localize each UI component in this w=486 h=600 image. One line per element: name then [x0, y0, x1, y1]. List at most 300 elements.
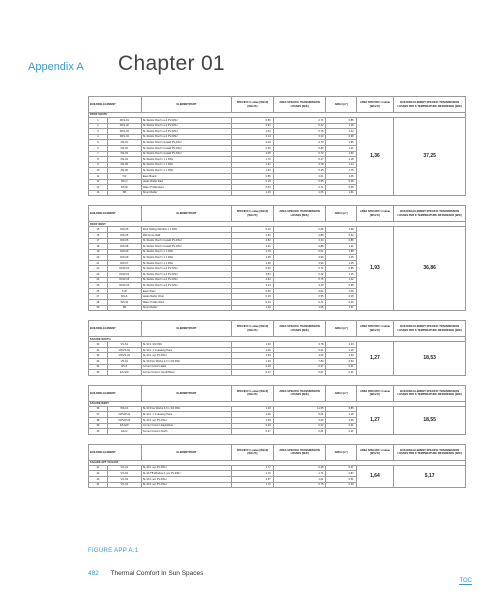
table-cell: 0,55 [273, 294, 326, 300]
table-cell: 26 [89, 288, 108, 294]
table-cell: SL Skolos Roof 1 1 1 DSU [141, 249, 231, 255]
table-cell: VWVW-01 [107, 412, 141, 418]
table-cell: 0,21 [326, 423, 356, 429]
table-cell: 0,37 [273, 364, 326, 370]
table-cell: SL Skolos Roof 1 1 1 DSU [141, 168, 231, 174]
table-cell: 0,15 [232, 179, 273, 185]
table-cell: 0,21 [326, 370, 356, 376]
table-cell: Corner Column North [141, 429, 231, 435]
table-cell: 2,00 [232, 140, 273, 146]
table-cell: 1,61 [326, 190, 356, 196]
table-cell: 1,05 [326, 173, 356, 179]
table-cell: 5 [89, 140, 108, 146]
table-cell: DKS-04 [107, 134, 141, 140]
table-cell: 1,05 [273, 190, 326, 196]
table-cell: 1,06 [232, 347, 273, 353]
table-cell: DW-09 [107, 249, 141, 255]
table-cell: 0,09 [326, 300, 356, 306]
page-footer [88, 570, 203, 577]
table-cell: 0,21 [326, 364, 356, 370]
table-cell: DW-05 [107, 232, 141, 238]
table-cell: 2,50 [326, 353, 356, 359]
table-cell: 0,08 [326, 294, 356, 300]
table-cell: SL 90 1 1 1 Heating Pane [141, 347, 231, 353]
column-header: BUILDING ELEMENT SPECIFIC TRANSMISSION LOSSES PER K TEMPERATURE DIFFERENCE [W/K] [394, 321, 466, 337]
table-cell: 19 [89, 249, 108, 255]
table-cell: 35 [89, 370, 108, 376]
column-header: AREA SPECIFIC TRANSMISSION LOSSES [W/K] [273, 385, 326, 401]
table-cell: 25 [89, 283, 108, 289]
table-cell: DS-03 [107, 151, 141, 157]
table-header-row [89, 206, 466, 222]
area-specific-u-value: 1,36 [356, 118, 394, 196]
column-header: AREA SPECIFIC TRANSMISSION LOSSES [W/K] [273, 97, 326, 113]
table-cell: 1,71 [232, 482, 273, 488]
table-cell: 5,01 [273, 347, 326, 353]
table-cell: 4,60 [273, 353, 326, 359]
table-cell: DKW-03 [107, 277, 141, 283]
table-cell: 1,05 [326, 255, 356, 261]
table-cell: 0,12 [232, 227, 273, 233]
column-header: SPECIFIC U-value [W/m2] [W/m²K] [232, 321, 273, 337]
table-cell: DW-06 [107, 238, 141, 244]
table-cell: SL 90 1 a-b PV-DSU [141, 353, 231, 359]
table-cell: 15 [89, 227, 108, 233]
table-cell: 14 [89, 190, 108, 196]
table-cell: 3 [89, 129, 108, 135]
table-cell: 0,85 [326, 118, 356, 124]
table-cell: 0,85 [232, 173, 273, 179]
table-cell: VO-01 [107, 465, 141, 471]
area-specific-u-value: 1,27 [356, 406, 394, 434]
table-cell: 36 [89, 406, 108, 412]
table-cell: VWVW-04 [107, 417, 141, 423]
table-cell: RS-A [107, 294, 141, 300]
table-cell: 4 [89, 134, 108, 140]
table-cell: SL Skolos Roof 1 Gstadt PV-DSU [141, 151, 231, 157]
table-cell: Corner Column East [141, 364, 231, 370]
column-header: ELEMENT/PART [141, 97, 231, 113]
table-cell: DS-04 [107, 157, 141, 163]
table-cell: 41 [89, 465, 108, 471]
transmission-loss-per-k: 36,86 [394, 227, 466, 311]
table-cell: 3,90 [273, 255, 326, 261]
element-table [88, 385, 466, 435]
table-cell: 0,85 [326, 266, 356, 272]
table-cell: 1,42 [326, 129, 356, 135]
table-cell: 1,57 [232, 476, 273, 482]
table-cell: SL 90 1 1 1 Heating Pane [141, 412, 231, 418]
table-cell: ES-SW [107, 370, 141, 376]
table-cell: 1,56 [232, 417, 273, 423]
table-cell: SL Skolos Roof 1 a-b PV-DSU [141, 134, 231, 140]
section-label: FACADE APT TO EAST [89, 460, 466, 465]
table-cell: 29 [89, 305, 108, 311]
table-cell: 1,56 [326, 151, 356, 157]
table-cell: 1,66 [232, 232, 273, 238]
table-cell: 5,15 [273, 168, 326, 174]
table-cell: RS-O [107, 179, 141, 185]
table-cell: Mid Dome Wall [141, 232, 231, 238]
table-cell: SL Skolos Roof 1 1 1 DSU [141, 162, 231, 168]
column-header: AREA SPECIFIC U-value [W/m²K] [356, 385, 394, 401]
table-cell: 6,88 [273, 244, 326, 250]
table-cell: 5,75 [273, 277, 326, 283]
chapter-title: Chapter 01 [118, 52, 225, 75]
column-header: BUILDING ELEMENT [89, 385, 142, 401]
table-cell: 1,18 [326, 123, 356, 129]
table-cell: DW-08 [107, 244, 141, 250]
table-cell: 1,62 [232, 168, 273, 174]
column-header: ELEMENT/PART [141, 385, 231, 401]
table-cell: VO-02 [107, 471, 141, 477]
area-specific-u-value: 1,93 [356, 227, 394, 311]
column-header: ELEMENT/PART [141, 444, 231, 460]
column-header: AREA SPECIFIC U-value [W/m²K] [356, 321, 394, 337]
table-cell: SL Skolos Roof 1 1 1 DSU [141, 260, 231, 266]
table-header-row [89, 97, 466, 113]
column-header: AREA SPECIFIC U-value [W/m²K] [356, 97, 394, 113]
table-cell: 30 [89, 342, 108, 348]
element-table [88, 444, 466, 488]
table-cell: SL 90 1 a-b PV-DSU [141, 476, 231, 482]
table-cell: 1,66 [232, 353, 273, 359]
table-cell: 3,13 [273, 283, 326, 289]
table-cell: 1,05 [326, 260, 356, 266]
column-header: AREA [m²] [326, 385, 356, 401]
table-cell: 1,68 [232, 255, 273, 261]
table-cell: ES-0 [107, 364, 141, 370]
table-cell: 37 [89, 412, 108, 418]
table-cell: 0,98 [326, 283, 356, 289]
table-cell: DKW-04 [107, 283, 141, 289]
table-cell: 18 [89, 244, 108, 250]
table-cell: 2,91 [232, 123, 273, 129]
column-header: AREA [m²] [326, 97, 356, 113]
table-cell: 4,60 [273, 417, 326, 423]
table-cell: 2,88 [273, 232, 326, 238]
table-cell: ES-EW [107, 423, 141, 429]
table-cell: VS-S1 [107, 342, 141, 348]
table-cell: 5,17 [273, 157, 326, 163]
table-cell: SL Skolos Roof 1 a-b PV-DSU [141, 277, 231, 283]
transmission-loss-per-k: 5,17 [394, 465, 466, 487]
column-header: BUILDING ELEMENT [89, 321, 142, 337]
table-cell: 17 [89, 238, 108, 244]
table-cell: Eave Board [141, 173, 231, 179]
transmission-loss-tables [88, 96, 466, 497]
table-cell: 0,75 [273, 482, 326, 488]
table-cell: SL Skolos Roof 1 a-b PV-DSU [141, 283, 231, 289]
table-cell: 1,05 [326, 288, 356, 294]
table-cell: 11 [89, 173, 108, 179]
table-cell: 2,18 [326, 347, 356, 353]
table-cell: DS-01 [107, 140, 141, 146]
table-cell: SL Skolos Roof 1 1 1 DSU [141, 157, 231, 163]
table-cell: 0,00 [232, 423, 273, 429]
table-cell: DKS-01 [107, 118, 141, 124]
table-cell: 1,58 [326, 227, 356, 233]
table-cell: SL Skolos Roof 1 Gstadt PV-DSU [141, 244, 231, 250]
table-cell: 0,86 [326, 238, 356, 244]
column-header: AREA SPECIFIC TRANSMISSION LOSSES [W/K] [273, 444, 326, 460]
table-cell: 1,18 [326, 157, 356, 163]
table-cell: 0,00 [232, 288, 273, 294]
table-cell: 1,75 [326, 168, 356, 174]
table-cell: 0,47 [326, 465, 356, 471]
table-cell: SL 90 1 a-b PV-DSU [141, 482, 231, 488]
element-table [88, 96, 466, 196]
table-cell: 1,20 [232, 406, 273, 412]
table-cell: 7 [89, 151, 108, 157]
table-cell: 1,42 [326, 277, 356, 283]
table-cell: 1,61 [273, 476, 326, 482]
element-table [88, 320, 466, 376]
table-cell: Eave Steel [141, 288, 231, 294]
section-label: FACADE SOUTH [89, 337, 466, 342]
table-cell: DKS-02 [107, 123, 141, 129]
table-cell: DW-05 [107, 227, 141, 233]
table-cell: VO-04 [107, 482, 141, 488]
table-cell: T-W [107, 288, 141, 294]
table-cell: 5,01 [273, 412, 326, 418]
table-cell: 1,15 [326, 272, 356, 278]
table-cell: 16 [89, 232, 108, 238]
column-header: AREA [m²] [326, 321, 356, 337]
table-cell: DS-05 [107, 162, 141, 168]
table-cell: 42 [89, 471, 108, 477]
table-cell: 0,86 [232, 118, 273, 124]
table-cell: 44 [89, 482, 108, 488]
table-cell: 2,05 [232, 151, 273, 157]
table-cell: 1,70 [232, 157, 273, 163]
table-cell: 9 [89, 162, 108, 168]
table-cell: 0,87 [326, 471, 356, 477]
column-header: SPECIFIC U-value [W/m2] [W/m²K] [232, 385, 273, 401]
column-header: BUILDING ELEMENT SPECIFIC TRANSMISSION LOSSES PER K TEMPERATURE DIFFERENCE [W/K] [394, 206, 466, 222]
table-cell: 1,91 [232, 162, 273, 168]
table-cell: SL Skolos Roof 1 Gstadt PV-DSU [141, 140, 231, 146]
table-cell: SB [107, 305, 141, 311]
table-cell: VWVS-01 [107, 347, 141, 353]
table-cell: SL 90 TB Window 1 a-b PV-DSU [141, 471, 231, 477]
column-header: BUILDING ELEMENT [89, 444, 142, 460]
table-cell: 0,23 [232, 300, 273, 306]
table-cell: 1,41 [326, 244, 356, 250]
table-cell: 0,15 [232, 294, 273, 300]
table-cell: Water Profile West [141, 300, 231, 306]
table-cell: 2,81 [232, 272, 273, 278]
table-cell: 40 [89, 429, 108, 435]
table-cell: 2,71 [273, 118, 326, 124]
column-header: AREA SPECIFIC TRANSMISSION LOSSES [W/K] [273, 321, 326, 337]
column-header: AREA [m²] [326, 206, 356, 222]
table-cell: 2,56 [326, 417, 356, 423]
table-cell: 1,79 [232, 471, 273, 477]
table-cell: SL 90 1 a-b PV-DSU [141, 465, 231, 471]
table-cell: 1,71 [273, 471, 326, 477]
table-cell: Roof Sliding Window 1 1 DSU [141, 227, 231, 233]
table-cell: 3,78 [273, 342, 326, 348]
table-cell: SL 90 1 3/4 DSU [141, 342, 231, 348]
table-header-row [89, 385, 466, 401]
section-label: FACADE WEST [89, 401, 466, 406]
column-header: BUILDING ELEMENT SPECIFIC TRANSMISSION LOSSES PER K TEMPERATURE DIFFERENCE [W/K] [394, 444, 466, 460]
column-header: SPECIFIC U-value [W/m2] [W/m²K] [232, 206, 273, 222]
table-cell: 6,85 [326, 406, 356, 412]
table-cell: 1,46 [232, 190, 273, 196]
table-cell: 32 [89, 353, 108, 359]
table-cell: DKS-03 [107, 129, 141, 135]
table-cell: WS-01 [107, 406, 141, 412]
table-cell: 0,61 [273, 429, 326, 435]
table-cell: Heats Rafter West [141, 294, 231, 300]
table-cell: T-R [107, 173, 141, 179]
table-cell: 3,01 [273, 288, 326, 294]
table-cell: 2,18 [326, 412, 356, 418]
appendix-label: Appendix A [28, 61, 84, 73]
table-cell: 6,42 [273, 272, 326, 278]
table-cell: 1,76 [232, 249, 273, 255]
table-cell: DKW-01 [107, 266, 141, 272]
table-cell: 2,64 [232, 277, 273, 283]
table-cell: 6,80 [273, 145, 326, 151]
table-cell: 1 [89, 118, 108, 124]
table-cell: 1,20 [232, 359, 273, 365]
table-cell: 0,03 [232, 185, 273, 191]
page-number: 482 [88, 570, 99, 577]
table-cell: 5,75 [273, 129, 326, 135]
table-cell: 0,48 [273, 465, 326, 471]
page-header [28, 52, 468, 82]
section-label: ROOF SOUTH [89, 113, 466, 118]
element-table [88, 205, 466, 311]
transmission-loss-per-k: 37,25 [394, 118, 466, 196]
column-header: AREA SPECIFIC U-value [W/m²K] [356, 206, 394, 222]
table-header-row [89, 444, 466, 460]
table-cell: 1,77 [232, 465, 273, 471]
table-cell: SL Skolos Roof 1 Gstadt PV-DSU [141, 238, 231, 244]
table-cell: DS-02 [107, 145, 141, 151]
table-cell: 7,80 [273, 359, 326, 365]
table-cell: 2,64 [232, 129, 273, 135]
table-cell: 21 [89, 260, 108, 266]
figure-caption: FIGURE APP A.1 [88, 548, 139, 554]
table-cell: SL 90 Fixe Works 4-6 1 3/4 DSU [141, 406, 231, 412]
table-cell: 24 [89, 277, 108, 283]
table-cell: 3,13 [273, 134, 326, 140]
transmission-loss-per-k: 18,55 [394, 406, 466, 434]
table-cell: 3,14 [232, 283, 273, 289]
table-cell: 27 [89, 294, 108, 300]
table-cell: VWVS-04 [107, 353, 141, 359]
book-title: Thermal Comfort In Sun Spaces [110, 570, 204, 577]
table-cell: 2 [89, 123, 108, 129]
table-cell: VO-03 [107, 476, 141, 482]
table-cell: 3,14 [232, 134, 273, 140]
table-cell: VS-01 [107, 359, 141, 365]
column-header: ELEMENT/PART [141, 206, 231, 222]
table-cell: 0,98 [326, 134, 356, 140]
table-cell: 1,21 [326, 145, 356, 151]
table-cell: 0,55 [273, 179, 326, 185]
table-cell: 1,06 [232, 412, 273, 418]
table-cell: 0,27 [232, 429, 273, 435]
table-cell: Water Profile East [141, 185, 231, 191]
table-cell: 1,61 [326, 305, 356, 311]
table-cell: DW-07 [107, 260, 141, 266]
column-header: BUILDING ELEMENT SPECIFIC TRANSMISSION LOSSES PER K TEMPERATURE DIFFERENCE [W/K] [394, 97, 466, 113]
table-cell: 1,88 [326, 249, 356, 255]
table-cell: Struct Rafter [141, 305, 231, 311]
table-cell: 34 [89, 364, 108, 370]
table-cell: 0,49 [326, 482, 356, 488]
table-cell: 38 [89, 417, 108, 423]
table-cell: SL Skolos Roof 1 a-b PV-DSU [141, 129, 231, 135]
table-cell: 6,01 [273, 249, 326, 255]
table-cell: 3,78 [273, 162, 326, 168]
table-cell: 6,42 [273, 123, 326, 129]
area-specific-u-value: 1,64 [356, 465, 394, 487]
table-cell: 1,85 [326, 140, 356, 146]
table-cell: Struct Rafter [141, 190, 231, 196]
table-cell: 1,46 [232, 305, 273, 311]
table-cell: DKW-02 [107, 272, 141, 278]
table-cell: 0,22 [326, 232, 356, 238]
table-cell: 33 [89, 359, 108, 365]
table-cell: 43 [89, 476, 108, 482]
table-cell: WS-W [107, 300, 141, 306]
table-cell: SL Skolos Roof 1 1 1 DSU [141, 255, 231, 261]
table-cell: 2,71 [273, 266, 326, 272]
column-header: AREA SPECIFIC U-value [W/m²K] [356, 444, 394, 460]
table-cell: SL Skolos Roof 1 a-b PV-DSU [141, 118, 231, 124]
table-cell: 0,21 [326, 429, 356, 435]
column-header: BUILDING ELEMENT [89, 97, 142, 113]
column-header: SPECIFIC U-value [W/m2] [W/m²K] [232, 444, 273, 460]
table-cell: 1,05 [273, 305, 326, 311]
table-cell: 13 [89, 185, 108, 191]
table-cell: 1,00 [232, 342, 273, 348]
table-cell: SL Skolos Roof 1 Gstadt PV-DSU [141, 145, 231, 151]
table-cell: 10 [89, 168, 108, 174]
table-header-row [89, 321, 466, 337]
table-cell: 0,71 [273, 185, 326, 191]
table-cell: SL 90 1 a-b PV-DSU [141, 417, 231, 423]
table-cell: ES-N [107, 429, 141, 435]
table-cell: SL Skolos Roof 1 a-b PV-DSU [141, 266, 231, 272]
table-cell: 0,00 [232, 364, 273, 370]
table-cell: 3,01 [273, 173, 326, 179]
table-cell: RS-W [107, 185, 141, 191]
table-cell: SB [107, 190, 141, 196]
column-header: BUILDING ELEMENT [89, 206, 142, 222]
table-cell: SL Skolos Roof 1 a-b PV-DSU [141, 123, 231, 129]
table-cell: 0,71 [273, 300, 326, 306]
table-cell: 0,61 [273, 370, 326, 376]
toc-link[interactable]: TOC [459, 578, 472, 584]
section-label: ROOF WEST [89, 222, 466, 227]
table-cell: DW-09 [107, 255, 141, 261]
table-cell: 0,09 [326, 185, 356, 191]
table-cell: Heats Rafter East [141, 179, 231, 185]
column-header: ELEMENT/PART [141, 321, 231, 337]
table-cell: 6 [89, 145, 108, 151]
column-header: AREA SPECIFIC TRANSMISSION LOSSES [W/K] [273, 206, 326, 222]
table-cell: 22 [89, 266, 108, 272]
table-cell: DS-06 [107, 168, 141, 174]
table-cell: 11,65 [273, 406, 326, 412]
